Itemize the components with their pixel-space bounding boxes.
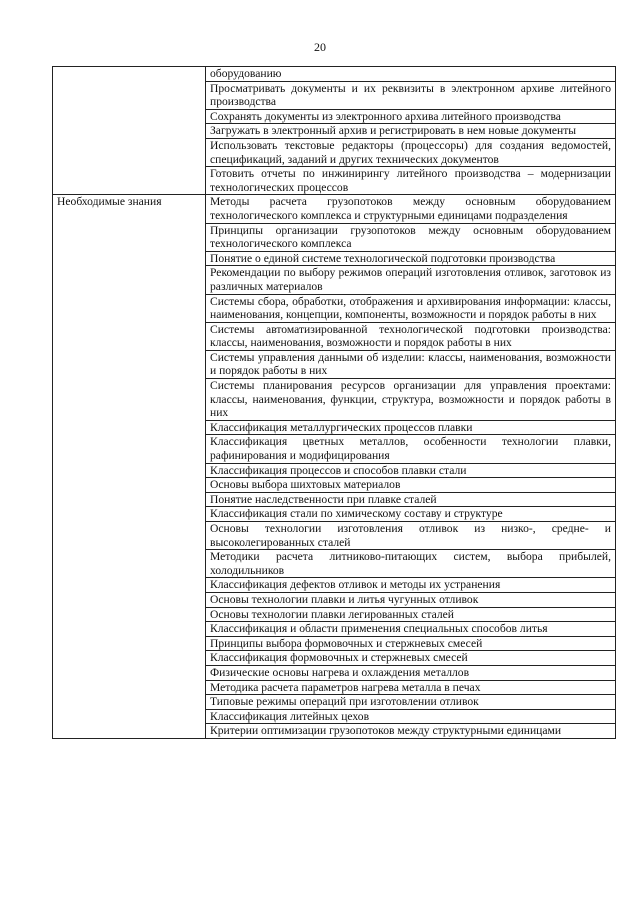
table-row: [53, 67, 616, 82]
required-knowledge-label: Необходимые знания: [53, 195, 206, 739]
required-knowledge-item: Классификация формовочных и стержневых смесей: [206, 651, 616, 666]
required-knowledge-item: Методы расчета грузопотоков между основным оборудованием технологического комплекса и структурными единицами подразделения: [206, 195, 616, 223]
required-knowledge-item: Рекомендации по выбору режимов операций изготовления отливок, заготовок из различных материалов: [206, 266, 616, 294]
required-knowledge-item: Типовые режимы операций при изготовлении отливок: [206, 695, 616, 710]
skills-continued-item: Загружать в электронный архив и регистрировать в нем новые документы: [206, 124, 616, 139]
required-knowledge-item: Принципы выбора формовочных и стержневых смесей: [206, 636, 616, 651]
required-knowledge-item: Классификация литейных цехов: [206, 709, 616, 724]
required-knowledge-item: Классификация и области применения специальных способов литья: [206, 622, 616, 637]
required-knowledge-item: Методики расчета литниково-питающих систем, выбора прибылей, холодильников: [206, 550, 616, 578]
required-knowledge-item: Критерии оптимизации грузопотоков между структурными единицами: [206, 724, 616, 739]
required-knowledge-item: Системы планирования ресурсов организации для управления проектами: классы, наименования, функции, структура, возможности и порядок работы в них: [206, 379, 616, 421]
required-knowledge-item: Классификация стали по химическому составу и структуре: [206, 507, 616, 522]
required-knowledge-item: Классификация металлургических процессов плавки: [206, 420, 616, 435]
skills-continued-item: оборудованию: [206, 67, 616, 82]
skills-continued-item: Использовать текстовые редакторы (процессоры) для создания ведомостей, спецификаций, заданий и других технических документов: [206, 138, 616, 166]
skills-continued-item: Готовить отчеты по инжинирингу литейного производства – модернизации технологических процессов: [206, 167, 616, 195]
skills-continued-item: Просматривать документы и их реквизиты в электронном архиве литейного производства: [206, 81, 616, 109]
required-knowledge-item: Классификация дефектов отливок и методы их устранения: [206, 578, 616, 593]
required-knowledge-item: Методика расчета параметров нагрева металла в печах: [206, 680, 616, 695]
required-knowledge-item: Физические основы нагрева и охлаждения металлов: [206, 665, 616, 680]
required-knowledge-item: Системы сбора, обработки, отображения и архивирования информации: классы, наименования, концепции, компоненты, возможности и порядок работы в них: [206, 294, 616, 322]
required-knowledge-item: Системы управления данными об изделии: классы, наименования, возможности и порядок работы в них: [206, 350, 616, 378]
required-knowledge-item: Основы выбора шихтовых материалов: [206, 478, 616, 493]
required-knowledge-item: Классификация процессов и способов плавки стали: [206, 463, 616, 478]
table-row: [53, 195, 616, 223]
required-knowledge-item: Основы технологии плавки и литья чугунных отливок: [206, 592, 616, 607]
required-knowledge-item: Понятие о единой системе технологической подготовки производства: [206, 251, 616, 266]
required-knowledge-item: Основы технологии изготовления отливок из низко-, средне- и высоколегированных сталей: [206, 522, 616, 550]
skills-continued-item: Сохранять документы из электронного архива литейного производства: [206, 109, 616, 124]
required-knowledge-item: Классификация цветных металлов, особенности технологии плавки, рафинирования и модифицирования: [206, 435, 616, 463]
required-knowledge-item: Основы технологии плавки легированных сталей: [206, 607, 616, 622]
page-number: 20: [314, 40, 326, 54]
skills-continued-label: [53, 67, 206, 195]
required-knowledge-item: Системы автоматизированной технологической подготовки производства: классы, наименования, возможности и порядок работы в них: [206, 322, 616, 350]
required-knowledge-item: Принципы организации грузопотоков между основным оборудованием технологического комплекса: [206, 223, 616, 251]
competency-table: [52, 66, 616, 739]
required-knowledge-item: Понятие наследственности при плавке сталей: [206, 492, 616, 507]
